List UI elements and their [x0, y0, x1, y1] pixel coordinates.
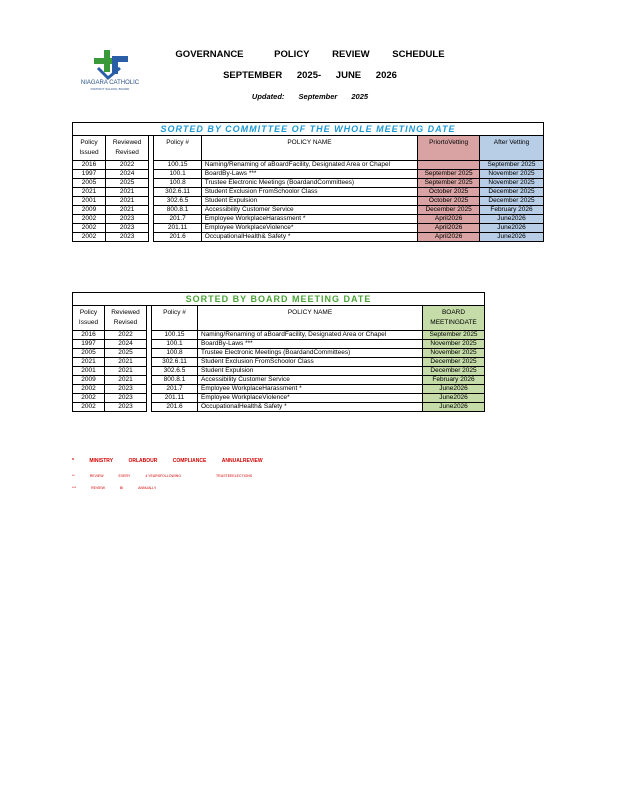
title-word: POLICY [274, 49, 310, 60]
subtitle-word: JUNE [335, 70, 362, 81]
table-cell: Trustee Electronic Meetings (BoardandCommittees) [198, 349, 423, 358]
table-row [73, 349, 485, 358]
subtitle-word: 2026 [375, 70, 397, 81]
table-cell [418, 161, 480, 170]
table-cell: Student Expulsion [198, 367, 423, 376]
table-cell: 2025 [105, 349, 147, 358]
table-cell: OccupationalHealth& Safety * [201, 233, 417, 242]
table-cell: Employee WorkplaceViolence* [198, 394, 423, 403]
table-cell: September 2025 [423, 331, 485, 340]
table-cell: 2021 [105, 358, 147, 367]
table-cell: 2023 [105, 224, 148, 233]
table-row [73, 188, 544, 197]
table-cell: Student Expulsion [201, 197, 417, 206]
table-cell: 201.11 [154, 224, 201, 233]
table-cell: 2021 [105, 376, 147, 385]
table-cell: 100.15 [152, 331, 198, 340]
table-row [73, 179, 544, 188]
table-cell: 2021 [73, 188, 106, 197]
table-cell: 2002 [73, 215, 106, 224]
table-cell: 201.6 [154, 233, 201, 242]
table-row [73, 197, 544, 206]
title-word: GOVERNANCE [175, 49, 244, 60]
table-cell: 2002 [73, 403, 105, 412]
table-cell: December 2025 [480, 197, 544, 206]
table-cell: 1997 [73, 170, 106, 179]
table-cell: 2024 [105, 170, 148, 179]
table-cell: 2022 [105, 161, 148, 170]
note-word: REVIEW [91, 486, 105, 490]
table-cell: 2021 [73, 358, 105, 367]
table-cell: 2023 [105, 215, 148, 224]
table-cell: Student Exclusion FromSchoolor Class [201, 188, 417, 197]
table-cell: 2021 [105, 197, 148, 206]
table-cell: September 2025 [418, 170, 480, 179]
table-cell: 100.15 [154, 161, 201, 170]
note-word: MINISTRY [89, 458, 114, 464]
table-cell: 2023 [105, 394, 147, 403]
table-cell: 2016 [73, 161, 106, 170]
table-cell: 201.11 [152, 394, 198, 403]
table-row [73, 224, 544, 233]
table-cell: 1997 [73, 340, 105, 349]
logo-text [80, 80, 140, 92]
updated-line [140, 92, 480, 101]
table-cell: June2026 [480, 233, 544, 242]
note-marker: * [72, 458, 74, 464]
table-row [73, 394, 485, 403]
column-header: Reviewed Revised [105, 306, 147, 331]
table-cell: 302.6.5 [152, 367, 198, 376]
table-cell: 100.1 [152, 340, 198, 349]
table-cell: November 2025 [480, 179, 544, 188]
table-cell: 201.7 [154, 215, 201, 224]
document-title [140, 49, 480, 60]
column-header: POLICY NAME [201, 136, 417, 161]
table-row [73, 206, 544, 215]
note-word: ANNUALREVIEW [221, 458, 263, 464]
table-cell: 100.8 [152, 349, 198, 358]
table-row [73, 161, 544, 170]
note-word: REVIEW [89, 474, 104, 478]
table-cell: 2025 [105, 179, 148, 188]
table-cell: 100.1 [154, 170, 201, 179]
updated-month: September [298, 92, 338, 101]
table-cell: Trustee Electronic Meetings (BoardandCommittees) [201, 179, 417, 188]
table-cell: December 2025 [423, 358, 485, 367]
table-row [73, 233, 544, 242]
table-cell: 201.7 [152, 385, 198, 394]
table-cell: October 2025 [418, 188, 480, 197]
table-cell: April2026 [418, 224, 480, 233]
table-caption: SORTED BY COMMITTEE OF THE WHOLE MEETING DATE [73, 123, 544, 136]
table-cell: June2026 [423, 394, 485, 403]
table-cell: 800.8.1 [154, 206, 201, 215]
table-cell: February 2026 [423, 376, 485, 385]
table-row [73, 403, 485, 412]
column-header: Policy # [154, 136, 201, 161]
board-schedule-table [72, 292, 485, 412]
table-row [73, 340, 485, 349]
table-row [73, 376, 485, 385]
column-header: POLICY NAME [198, 306, 423, 331]
column-header: After Vetting [480, 136, 544, 161]
table-cell: 2023 [105, 385, 147, 394]
table-cell: 2002 [73, 233, 106, 242]
column-header: Reviewed Revised [105, 136, 148, 161]
title-word: REVIEW [332, 49, 370, 60]
table-cell: November 2025 [423, 349, 485, 358]
table-cell: June2026 [480, 215, 544, 224]
table-cell: February 2026 [480, 206, 544, 215]
table-cell: Accessibility Customer Service [198, 376, 423, 385]
table-cell: Naming/Renaming of aBoardFacility, Designated Area or Chapel [198, 331, 423, 340]
table-cell: BoardBy-Laws *** [198, 340, 423, 349]
note-word: 4 YEARSFOLLOWING [145, 474, 182, 478]
logo-tagline: DISTRICT SCHOOL BOARD [90, 87, 130, 91]
title-word: SCHEDULE [392, 49, 445, 60]
table-cell: 302.6.11 [152, 358, 198, 367]
table-row [73, 331, 485, 340]
note-word: EVERY [118, 474, 131, 478]
column-header: Policy Issued [73, 306, 105, 331]
table-cell: 2005 [73, 179, 106, 188]
table-cell: Employee WorkplaceHarassment * [201, 215, 417, 224]
table-cell: 800.8.1 [152, 376, 198, 385]
table-cell: April2026 [418, 215, 480, 224]
table-cell: 2002 [73, 385, 105, 394]
table-cell: December 2025 [423, 367, 485, 376]
table-row [73, 170, 544, 179]
note-marker: ** [72, 474, 75, 478]
table-cell: OccupationalHealth& Safety * [198, 403, 423, 412]
table-cell: 2022 [105, 331, 147, 340]
logo-name: NIAGARA CATHOLIC [80, 80, 140, 86]
table-cell: December 2025 [480, 188, 544, 197]
note-word: TRUSTEEELECTIONS [216, 474, 253, 478]
column-header: PriortoVetting [418, 136, 480, 161]
note-word: ANNUALLY [138, 486, 157, 490]
table-cell: 2021 [105, 367, 147, 376]
table-cell: November 2025 [480, 170, 544, 179]
table-cell: BoardBy-Laws *** [201, 170, 417, 179]
table-cell: Accessibility Customer Service [201, 206, 417, 215]
table-cell: October 2025 [418, 197, 480, 206]
table-row [73, 358, 485, 367]
table-row [73, 215, 544, 224]
table-cell: 302.6.5 [154, 197, 201, 206]
table-cell: April2026 [418, 233, 480, 242]
table-row [73, 367, 485, 376]
note-marker: *** [72, 486, 77, 490]
subtitle-word: 2025- [296, 70, 322, 81]
committee-schedule-table [72, 122, 544, 242]
table-cell: 2001 [73, 367, 105, 376]
note-word: ORLABOUR [128, 458, 158, 464]
table-cell: June2026 [480, 224, 544, 233]
table-cell: Student Exclusion FromSchoolor Class [198, 358, 423, 367]
subtitle-word: SEPTEMBER [223, 70, 283, 81]
updated-label: Updated: [251, 92, 285, 101]
table-cell: Naming/Renaming of aBoardFacility, Designated Area or Chapel [201, 161, 417, 170]
note-word: COMPLIANCE [172, 458, 207, 464]
table-cell: 2021 [105, 188, 148, 197]
note-ministry [72, 458, 277, 464]
note-biannual [72, 486, 170, 490]
column-header: Policy # [152, 306, 198, 331]
table-caption: SORTED BY BOARD MEETING DATE [73, 293, 485, 306]
table-cell: 100.8 [154, 179, 201, 188]
table-cell: June2026 [423, 385, 485, 394]
table-cell: 2002 [73, 394, 105, 403]
table-cell: 2023 [105, 233, 148, 242]
table-cell: 2009 [73, 376, 105, 385]
table-cell: November 2025 [423, 340, 485, 349]
table-cell: 2005 [73, 349, 105, 358]
table-cell: 2002 [73, 224, 106, 233]
table-cell: 2023 [105, 403, 147, 412]
table-cell: September 2025 [480, 161, 544, 170]
table-cell: 2009 [73, 206, 106, 215]
note-word: BI [119, 486, 124, 490]
table-cell: 201.6 [152, 403, 198, 412]
table-cell: September 2025 [418, 179, 480, 188]
table-row [73, 385, 485, 394]
table-cell: 2016 [73, 331, 105, 340]
table-cell: 2001 [73, 197, 106, 206]
document-subtitle [140, 70, 480, 81]
column-header: Policy Issued [73, 136, 106, 161]
table-cell: 2021 [105, 206, 148, 215]
table-cell: 302.6.11 [154, 188, 201, 197]
updated-year: 2025 [351, 92, 369, 101]
note-election-review [72, 474, 266, 478]
table-cell: Employee WorkplaceViolence* [201, 224, 417, 233]
table-cell: Employee WorkplaceHarassment * [198, 385, 423, 394]
column-header: BOARD MEETINGDATE [423, 306, 485, 331]
table-cell: June2026 [423, 403, 485, 412]
table-cell: 2024 [105, 340, 147, 349]
table-cell: December 2025 [418, 206, 480, 215]
